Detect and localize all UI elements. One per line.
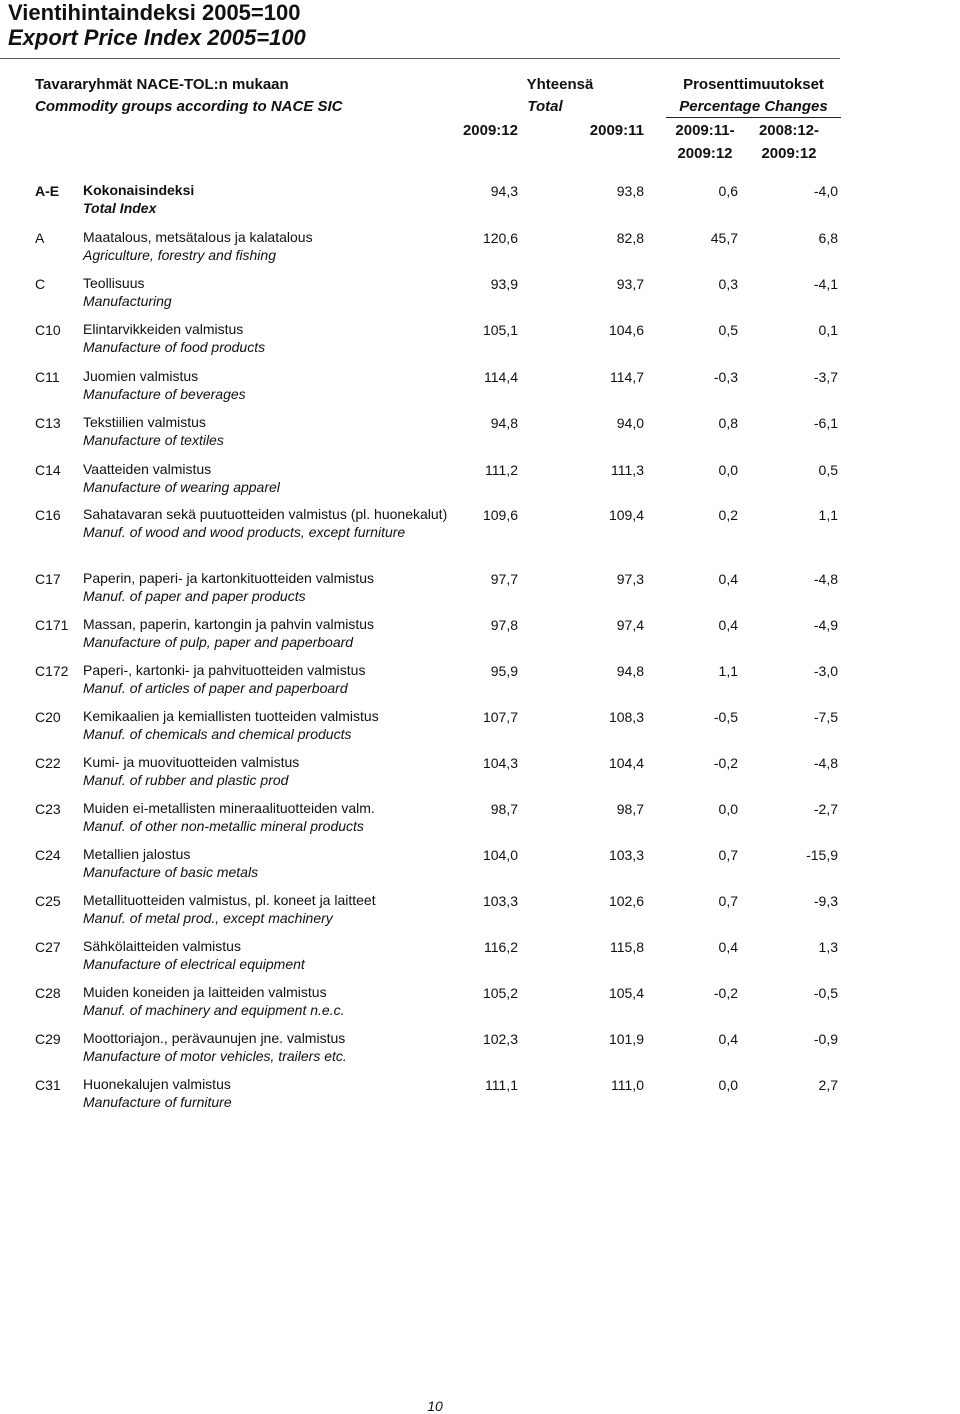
- value-2009-11: 105,4: [608, 985, 644, 1001]
- row-code: C10: [35, 322, 61, 338]
- row-name: [83, 1030, 463, 1065]
- row-name-finnish: Kokonaisindeksi: [83, 182, 195, 198]
- row-name-english: Manufacture of furniture: [83, 1093, 232, 1110]
- annual-change: -6,1: [813, 415, 838, 431]
- monthly-change: 0,4: [718, 617, 738, 633]
- table-row: [0, 1076, 960, 1116]
- row-name-finnish: Elintarvikkeiden valmistus: [83, 321, 244, 337]
- col-header-annual-change-a: 2008:12-: [758, 122, 820, 139]
- value-2009-11: 98,7: [616, 801, 644, 817]
- row-code: C22: [35, 755, 61, 771]
- row-code: A: [35, 230, 45, 246]
- monthly-change: 0,0: [718, 1077, 738, 1093]
- col-header-monthly-change-b: 2009:12: [677, 145, 733, 162]
- monthly-change: 0,4: [718, 571, 738, 587]
- value-2009-12: 104,0: [482, 847, 518, 863]
- row-name-finnish: Maatalous, metsätalous ja kalatalous: [83, 229, 313, 245]
- row-code: C17: [35, 571, 61, 587]
- value-2009-12: 105,1: [482, 322, 518, 338]
- value-2009-12: 94,8: [490, 415, 518, 431]
- value-2009-11: 97,3: [616, 571, 644, 587]
- value-2009-12: 109,6: [482, 507, 518, 523]
- row-name-finnish: Metallituotteiden valmistus, pl. koneet ja laitteet: [83, 892, 376, 908]
- annual-change: 6,8: [818, 230, 838, 246]
- row-name-english: Manufacture of wearing apparel: [83, 478, 280, 495]
- table-row: [0, 892, 960, 932]
- table-row: [0, 368, 960, 408]
- value-2009-11: 82,8: [616, 230, 644, 246]
- monthly-change: 0,6: [718, 183, 738, 199]
- table-row: [0, 754, 960, 794]
- row-name-english: Manufacture of beverages: [83, 385, 246, 402]
- value-2009-11: 111,0: [611, 1077, 644, 1093]
- value-2009-12: 97,8: [490, 617, 518, 633]
- row-name: [83, 229, 463, 264]
- row-name-finnish: Huonekalujen valmistus: [83, 1076, 231, 1092]
- page-title-finnish: Vientihintaindeksi 2005=100: [8, 0, 301, 25]
- monthly-change: 0,0: [718, 801, 738, 817]
- header-groups-english: Commodity groups according to NACE SIC: [35, 98, 343, 115]
- annual-change: 1,3: [818, 939, 838, 955]
- row-name: [83, 616, 463, 651]
- annual-change: -9,3: [813, 893, 838, 909]
- row-code: C31: [35, 1077, 61, 1093]
- row-name-english: Manufacture of motor vehicles, trailers etc.: [83, 1047, 347, 1064]
- row-name-english: Manuf. of wood and wood products, except furniture: [83, 523, 406, 540]
- value-2009-11: 101,9: [608, 1031, 644, 1047]
- value-2009-12: 111,1: [485, 1077, 518, 1093]
- row-name: [83, 1076, 463, 1111]
- row-name-english: Total Index: [83, 199, 157, 216]
- table-row: [0, 708, 960, 748]
- row-name-english: Manuf. of paper and paper products: [83, 587, 306, 604]
- value-2009-11: 104,4: [608, 755, 644, 771]
- row-name-english: Manuf. of articles of paper and paperboard: [83, 679, 348, 696]
- pct-header-underline: [666, 117, 841, 118]
- header-pct-finnish: Prosenttimuutokset: [683, 76, 824, 93]
- value-2009-12: 120,6: [482, 230, 518, 246]
- header-total-finnish: Yhteensä: [526, 76, 594, 93]
- annual-change: -4,9: [813, 617, 838, 633]
- annual-change: -3,0: [813, 663, 838, 679]
- monthly-change: -0,5: [713, 709, 738, 725]
- row-name-finnish: Tekstiilien valmistus: [83, 414, 206, 430]
- row-name-finnish: Massan, paperin, kartongin ja pahvin valmistus: [83, 616, 375, 632]
- header-pct-english: Percentage Changes: [679, 98, 828, 115]
- table-row: [0, 938, 960, 978]
- value-2009-11: 108,3: [608, 709, 644, 725]
- row-code: C28: [35, 985, 61, 1001]
- value-2009-11: 94,0: [616, 415, 644, 431]
- row-name-english: Manuf. of metal prod., except machinery: [83, 909, 333, 926]
- row-name-english: Manuf. of rubber and plastic prod: [83, 771, 289, 788]
- monthly-change: 45,7: [710, 230, 738, 246]
- value-2009-12: 98,7: [490, 801, 518, 817]
- row-code: C171: [35, 617, 69, 633]
- row-code: C20: [35, 709, 61, 725]
- value-2009-11: 94,8: [616, 663, 644, 679]
- col-header-2009-11: 2009:11: [589, 122, 644, 139]
- annual-change: -2,7: [813, 801, 838, 817]
- header-total-english: Total: [527, 98, 563, 115]
- annual-change: -0,9: [813, 1031, 838, 1047]
- row-name: [83, 938, 463, 973]
- row-code: C23: [35, 801, 61, 817]
- monthly-change: 0,5: [718, 322, 738, 338]
- row-name-finnish: Vaatteiden valmistus: [83, 461, 212, 477]
- value-2009-11: 102,6: [608, 893, 644, 909]
- value-2009-12: 102,3: [482, 1031, 518, 1047]
- row-code: C13: [35, 415, 61, 431]
- row-name: [83, 570, 463, 605]
- annual-change: -3,7: [813, 369, 838, 385]
- annual-change: -4,0: [813, 183, 838, 199]
- annual-change: -7,5: [813, 709, 838, 725]
- table-row: [0, 182, 960, 222]
- annual-change: -4,8: [813, 755, 838, 771]
- row-name-english: Manufacture of pulp, paper and paperboard: [83, 633, 354, 650]
- header-divider: [0, 58, 840, 59]
- monthly-change: 0,3: [718, 276, 738, 292]
- row-name-english: Manuf. of other non-metallic mineral products: [83, 817, 364, 834]
- row-code: C29: [35, 1031, 61, 1047]
- col-header-annual-change-b: 2009:12: [761, 145, 817, 162]
- row-name-finnish: Muiden ei-metallisten mineraalituotteiden valm.: [83, 800, 375, 816]
- value-2009-11: 93,7: [616, 276, 644, 292]
- monthly-change: 0,7: [718, 893, 738, 909]
- row-name: [83, 182, 463, 217]
- value-2009-12: 104,3: [482, 755, 518, 771]
- row-name: [83, 662, 463, 697]
- value-2009-12: 111,2: [485, 462, 518, 478]
- row-name-english: Manufacture of electrical equipment: [83, 955, 305, 972]
- monthly-change: 0,7: [718, 847, 738, 863]
- row-name: [83, 800, 463, 835]
- table-row: [0, 506, 960, 546]
- value-2009-11: 109,4: [608, 507, 644, 523]
- row-name-finnish: Metallien jalostus: [83, 846, 191, 862]
- value-2009-12: 97,7: [490, 571, 518, 587]
- annual-change: -4,1: [813, 276, 838, 292]
- row-name-english: Agriculture, forestry and fishing: [83, 246, 276, 263]
- row-name-english: Manufacture of basic metals: [83, 863, 259, 880]
- table-row: [0, 984, 960, 1024]
- value-2009-11: 97,4: [616, 617, 644, 633]
- row-name-english: Manuf. of machinery and equipment n.e.c.: [83, 1001, 345, 1018]
- monthly-change: 0,0: [718, 462, 738, 478]
- table-row: [0, 846, 960, 886]
- annual-change: 0,5: [818, 462, 838, 478]
- table-row: [0, 570, 960, 610]
- row-name: [83, 754, 463, 789]
- monthly-change: 0,2: [718, 507, 738, 523]
- value-2009-12: 114,4: [484, 369, 518, 385]
- row-code: C14: [35, 462, 61, 478]
- table-row: [0, 229, 960, 269]
- annual-change: -15,9: [806, 847, 838, 863]
- value-2009-12: 103,3: [482, 893, 518, 909]
- row-name: [83, 414, 463, 449]
- annual-change: -4,8: [813, 571, 838, 587]
- monthly-change: -0,2: [713, 755, 738, 771]
- table-row: [0, 616, 960, 656]
- annual-change: -0,5: [813, 985, 838, 1001]
- row-name: [83, 321, 463, 356]
- value-2009-12: 93,9: [490, 276, 518, 292]
- value-2009-11: 103,3: [608, 847, 644, 863]
- row-name-english: Manufacture of food products: [83, 338, 266, 355]
- col-header-2009-12: 2009:12: [462, 122, 518, 139]
- row-name: [83, 461, 463, 496]
- monthly-change: 1,1: [718, 663, 738, 679]
- row-name-finnish: Kumi- ja muovituotteiden valmistus: [83, 754, 300, 770]
- row-name-finnish: Paperin, paperi- ja kartonkituotteiden valmistus: [83, 570, 375, 586]
- monthly-change: 0,4: [718, 1031, 738, 1047]
- annual-change: 0,1: [818, 322, 838, 338]
- value-2009-11: 111,3: [611, 462, 644, 478]
- row-name-finnish: Teollisuus: [83, 275, 145, 291]
- header-groups-finnish: Tavararyhmät NACE-TOL:n mukaan: [35, 76, 289, 93]
- row-code: C172: [35, 663, 69, 679]
- row-name-finnish: Juomien valmistus: [83, 368, 199, 384]
- row-name-finnish: Kemikaalien ja kemiallisten tuotteiden valmistus: [83, 708, 379, 724]
- table-row: [0, 800, 960, 840]
- col-header-monthly-change-a: 2009:11-: [675, 122, 735, 139]
- page-title-english: Export Price Index 2005=100: [8, 25, 306, 50]
- row-name-finnish: Moottoriajon., perävaunujen jne. valmistus: [83, 1030, 346, 1046]
- row-name: [83, 506, 453, 541]
- row-code: C25: [35, 893, 61, 909]
- row-code: C27: [35, 939, 61, 955]
- monthly-change: -0,3: [713, 369, 738, 385]
- value-2009-11: 104,6: [608, 322, 644, 338]
- row-name: [83, 708, 463, 743]
- page-number: 10: [427, 1398, 443, 1414]
- row-code: C16: [35, 507, 61, 523]
- table-row: [0, 461, 960, 501]
- table-row: [0, 275, 960, 315]
- row-code: A-E: [35, 183, 60, 199]
- table-row: [0, 414, 960, 454]
- value-2009-12: 94,3: [490, 183, 518, 199]
- row-name-finnish: Sahatavaran sekä puutuotteiden valmistus (pl. huonekalut): [83, 506, 448, 522]
- value-2009-12: 107,7: [482, 709, 518, 725]
- annual-change: 1,1: [818, 507, 838, 523]
- row-name: [83, 984, 463, 1019]
- row-name-english: Manufacturing: [83, 292, 172, 309]
- row-name: [83, 368, 463, 403]
- row-code: C24: [35, 847, 61, 863]
- table-row: [0, 321, 960, 361]
- value-2009-12: 95,9: [490, 663, 518, 679]
- value-2009-12: 116,2: [484, 939, 518, 955]
- table-row: [0, 662, 960, 702]
- row-name-english: Manuf. of chemicals and chemical products: [83, 725, 352, 742]
- monthly-change: 0,4: [718, 939, 738, 955]
- row-name: [83, 846, 463, 881]
- row-name-finnish: Sähkölaitteiden valmistus: [83, 938, 241, 954]
- annual-change: 2,7: [818, 1077, 838, 1093]
- row-code: C11: [35, 369, 60, 385]
- monthly-change: 0,8: [718, 415, 738, 431]
- table-row: [0, 1030, 960, 1070]
- row-name: [83, 892, 463, 927]
- value-2009-11: 115,8: [610, 939, 644, 955]
- value-2009-11: 114,7: [610, 369, 644, 385]
- row-name-finnish: Muiden koneiden ja laitteiden valmistus: [83, 984, 327, 1000]
- value-2009-12: 105,2: [482, 985, 518, 1001]
- monthly-change: -0,2: [713, 985, 738, 1001]
- row-name-english: Manufacture of textiles: [83, 431, 224, 448]
- row-code: C: [35, 276, 46, 292]
- row-name-finnish: Paperi-, kartonki- ja pahvituotteiden valmistus: [83, 662, 366, 678]
- row-name: [83, 275, 463, 310]
- value-2009-11: 93,8: [616, 183, 644, 199]
